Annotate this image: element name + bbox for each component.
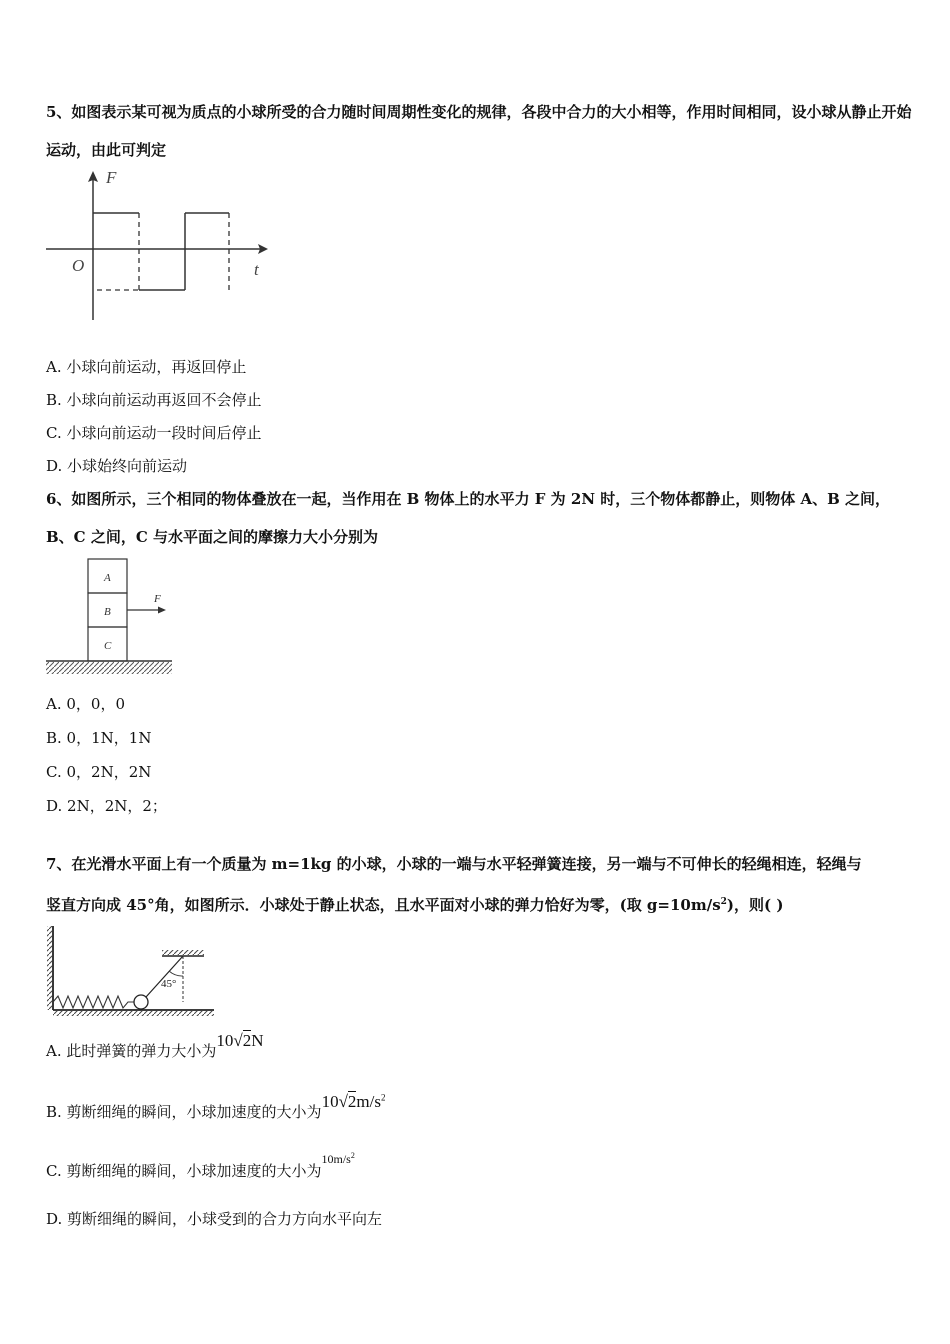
q7-stem-line2-text: 竖直方向成 45°角，如图所示．小球处于静止状态，且水平面对小球的弹力恰好为零，(取 g=10m/s [46, 896, 721, 914]
q7-option-a-formula [216, 1031, 263, 1050]
q6-option-a[interactable]: A. 0，0，0 [46, 695, 125, 713]
value: 10m/s [321, 1152, 351, 1166]
force-f-label: F [154, 593, 161, 605]
angle-label: 45° [161, 978, 177, 990]
q7-stem-line2-exponent: 2 [720, 897, 727, 907]
radicand: 2 [347, 1092, 357, 1111]
q7-option-c-text: C. 剪断细绳的瞬间，小球加速度的大小为 [46, 1162, 322, 1180]
q6-stem-line2: B、C 之间，C 与水平面之间的摩擦力大小分别为 [46, 528, 379, 546]
q5-force-time-graph [42, 165, 277, 325]
radicand: 2 [242, 1031, 252, 1050]
unit-exponent: 2 [350, 1151, 355, 1160]
q5-option-a[interactable]: A. 小球向前运动，再返回停止 [46, 358, 247, 376]
sqrt-sign: √ [338, 1092, 348, 1111]
q7-option-b-text: B. 剪断细绳的瞬间，小球加速度的大小为 [46, 1103, 322, 1121]
coef: 10 [321, 1092, 339, 1111]
q7-spring-rope-ball-figure [44, 924, 219, 1018]
q7-option-a[interactable] [46, 1031, 264, 1061]
q7-option-c-formula [321, 1152, 354, 1166]
t-axis-label: t [254, 260, 259, 279]
q5-option-b[interactable]: B. 小球向前运动再返回不会停止 [46, 391, 262, 409]
q7-option-a-text: A. 此时弹簧的弹力大小为 [46, 1042, 217, 1060]
q7-stem-line2 [46, 883, 916, 924]
block-a-label: A [104, 572, 111, 584]
unit: m/s [356, 1092, 381, 1111]
q6-option-b[interactable]: B. 0，1N，1N [46, 729, 152, 747]
origin-label: O [72, 256, 85, 275]
block-c-label: C [104, 640, 112, 652]
q7-option-b[interactable] [46, 1092, 386, 1122]
q7-stem-line2-end: )，则( ) [726, 896, 784, 914]
q6-stacked-blocks-figure [44, 557, 174, 679]
unit: N [251, 1031, 264, 1050]
sqrt-sign: √ [233, 1031, 243, 1050]
q5-option-d[interactable]: D. 小球始终向前运动 [46, 457, 188, 475]
unit-exponent: 2 [380, 1092, 386, 1103]
q7-option-d[interactable]: D. 剪断细绳的瞬间，小球受到的合力方向水平向左 [46, 1210, 383, 1228]
f-axis-label: F [106, 168, 117, 187]
q6-stem-line1: 6、如图所示，三个相同的物体叠放在一起，当作用在 B 物体上的水平力 F 为 2N 时，三个物体都静止，则物体 A、B 之间， [46, 490, 891, 508]
block-b-label: B [104, 606, 111, 618]
q6-option-d[interactable]: D. 2N，2N，2； [46, 797, 167, 815]
coef: 10 [216, 1031, 234, 1050]
q7-stem-line1: 7、在光滑水平面上有一个质量为 m=1kg 的小球，小球的一端与水平轻弹簧连接，另一端与不可伸长的轻绳相连，轻绳与 [46, 855, 862, 873]
q6-option-c[interactable]: C. 0，2N，2N [46, 763, 152, 781]
q7-option-b-formula [322, 1092, 386, 1111]
q7-option-c[interactable] [46, 1151, 355, 1181]
q5-option-c[interactable]: C. 小球向前运动一段时间后停止 [46, 424, 262, 442]
q5-stem: 5、如图表示某可视为质点的小球所受的合力随时间周期性变化的规律，各段中合力的大小相等，作用时间相同，设小球从静止开始运动，由此可判定 [46, 103, 912, 159]
